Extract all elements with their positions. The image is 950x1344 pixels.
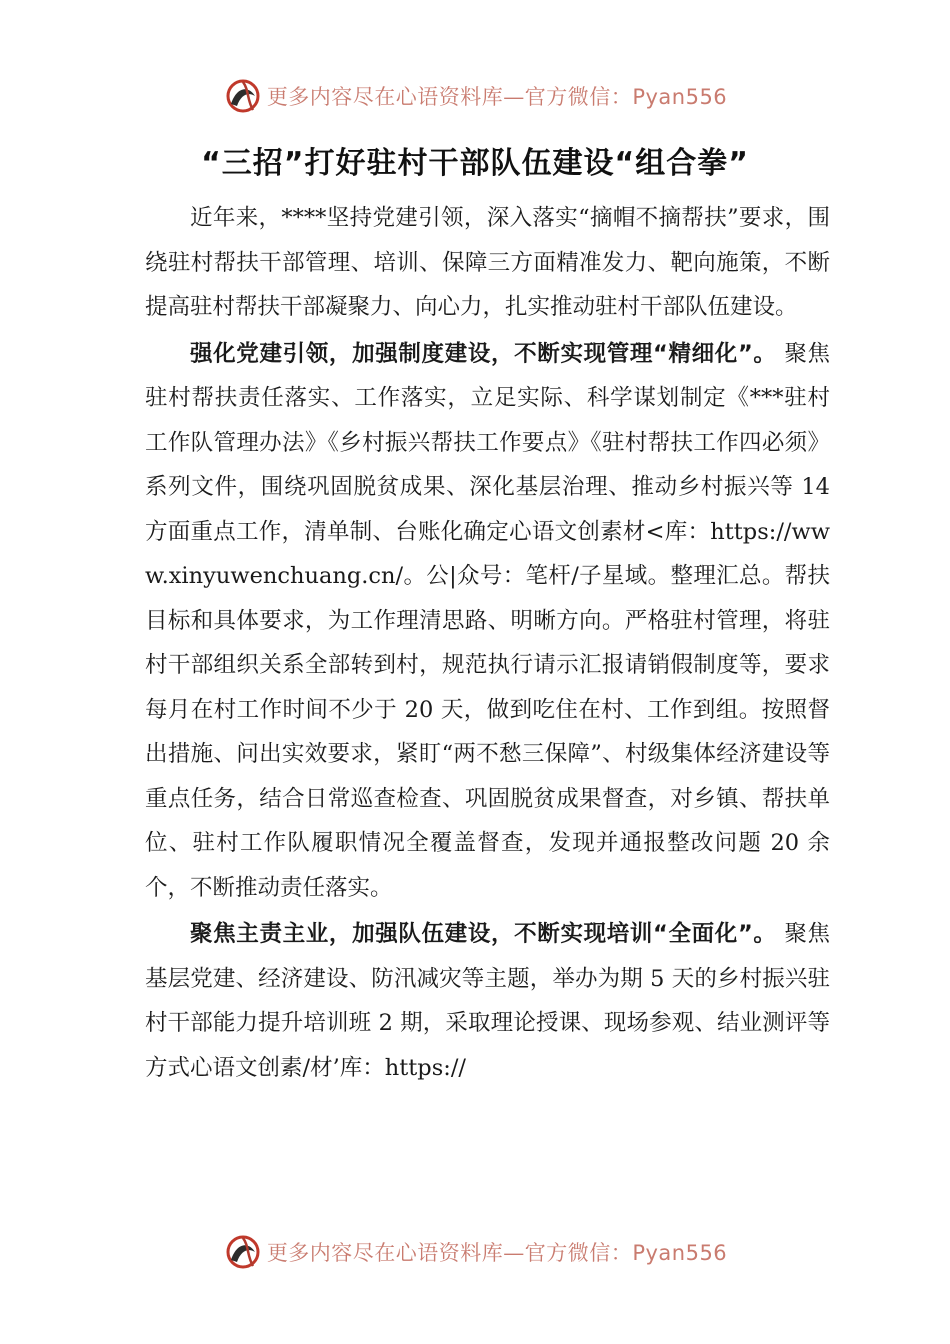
article-body	[145, 196, 830, 1092]
library-logo-icon	[223, 1232, 263, 1272]
paragraph-management: 强化党建引领，加强制度建设，不断实现管理“精细化”。 聚焦驻村帮扶责任落实、工作落实，立足实际、科学谋划制定《***驻村工作队管理办法》《乡村振兴帮扶工作要点》《驻村帮扶工作四必须》系列文件，围绕巩固脱贫成果、深化基层治理、推动乡村振兴等 14 方面重点工作，清单制、台账化确定心语文创素材<库：https://www.xinyuwenchuang.cn/。公|众号：笔杆/子星域。整理汇总。帮扶目标和具体要求，为工作理清思路、明晰方向。严格驻村管理，将驻村干部组织关系全部转到村，规范执行请示汇报请销假制度等，要求每月在村工作时间不少于 20 天，做到吃住在村、工作到组。按照督出措施、问出实效要求，紧盯“两不愁三保障”、村级集体经济建设等重点任务，结合日常巡查检查、巩固脱贫成果督查，对乡镇、帮扶单位、驻村工作队履职情况全覆盖督查，发现并通报整改问题 20 余个，不断推动责任落实。	[145, 340, 831, 901]
wechat-id: Pyan556	[632, 85, 728, 109]
footer-watermark-banner	[0, 1224, 950, 1280]
header-watermark-banner	[0, 68, 950, 124]
paragraph-training: 聚焦主责主业，加强队伍建设，不断实现培训“全面化”。 聚焦基层党建、经济建设、防汛减灾等主题，举办为期 5 天的乡村振兴驻村干部能力提升培训班 2 期，采取理论授课、现场参观、结业测评等方式心语文创素/材’库：https://	[145, 921, 831, 1081]
library-logo-icon	[223, 76, 263, 116]
article-title: “三招”打好驻村干部队伍建设“组合拳”	[201, 146, 749, 181]
paragraph-heading: 强化党建引领，加强制度建设，不断实现管理“精细化”。	[190, 340, 777, 367]
watermark-text: 更多内容尽在心语资料库—官方微信：Pyan556	[266, 1241, 728, 1265]
wechat-id: Pyan556	[632, 1241, 728, 1265]
paragraph-heading: 聚焦主责主业，加强队伍建设，不断实现培训“全面化”。	[190, 921, 777, 947]
watermark-text: 更多内容尽在心语资料库—官方微信：Pyan556	[266, 85, 728, 109]
paragraph-intro: 近年来，****坚持党建引领，深入落实“摘帽不摘帮扶”要求，围绕驻村帮扶干部管理、培训、保障三方面精准发力、靶向施策，不断提高驻村帮扶干部凝聚力、向心力，扎实推动驻村干部队伍建设。	[145, 205, 830, 320]
